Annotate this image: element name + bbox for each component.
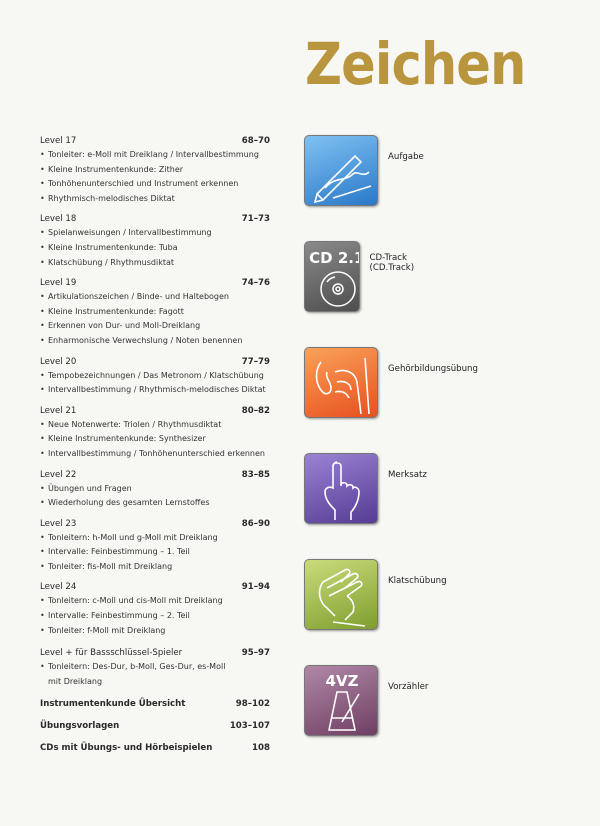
list-item: • Kleine Instrumentenkunde: Synthesizer <box>40 432 270 447</box>
metronome-icon <box>304 665 378 736</box>
toc-level-18 <box>40 212 270 270</box>
list-item: • Erkennen von Dur- und Moll-Dreiklang <box>40 319 270 334</box>
list-item: • Tonleiter: e-Moll mit Dreiklang / Intervallbestimmung <box>40 148 270 163</box>
legend-label: Aufgabe <box>388 151 424 162</box>
list-item: • Klatschübung / Rhythmusdiktat <box>40 256 270 271</box>
list-item: • Intervalle: Feinbestimmung – 2. Teil <box>40 609 270 624</box>
legend-row-ear <box>304 347 478 418</box>
page-range: 71–73 <box>241 214 270 225</box>
legend-row-task <box>304 135 424 206</box>
list-item-continuation: mit Dreiklang <box>48 676 103 686</box>
list-item: • Rhythmisch-melodisches Diktat <box>40 192 270 207</box>
page-range: 95–97 <box>241 648 270 659</box>
toc-level-24 <box>40 580 270 638</box>
list-item: • Artikulationszeichen / Binde- und Haltebogen <box>40 290 270 305</box>
legend-label: Vorzähler <box>388 681 429 692</box>
section-name: CDs mit Übungs- und Hörbeispielen <box>40 743 213 754</box>
level-name: Level 21 <box>40 405 77 416</box>
level-name: Level 17 <box>40 136 77 146</box>
list-item: • Spielanweisungen / Intervallbestimmung <box>40 226 270 241</box>
toc-extra-instruments <box>40 697 270 711</box>
list-item: • Intervallbestimmung / Rhythmisch-melodisches Diktat <box>40 383 270 398</box>
clapping-hands-icon <box>304 559 378 630</box>
level-name: Level 22 <box>40 469 77 480</box>
level-name: Level 19 <box>40 278 77 289</box>
cd-icon <box>304 241 375 312</box>
page-range: 77–79 <box>241 356 270 367</box>
legend-row-note <box>304 453 427 524</box>
table-of-contents <box>40 134 270 755</box>
toc-level-17 <box>40 134 270 206</box>
page-range: 91–94 <box>241 582 270 593</box>
section-name: Übungsvorlagen <box>40 721 120 732</box>
ear-hand-icon <box>304 347 378 418</box>
section-name: Instrumentenkunde Übersicht <box>40 699 186 710</box>
toc-extra-templates <box>40 719 270 733</box>
list-item: • Tempobezeichnungen / Das Metronom / Klatschübung <box>40 369 270 384</box>
page-range: 86–90 <box>241 518 270 529</box>
list-item: • Kleine Instrumentenkunde: Zither <box>40 163 270 178</box>
legend-row-countin <box>304 665 428 736</box>
list-item: • Wiederholung des gesamten Lernstoffes <box>40 496 270 511</box>
page-range: 108 <box>252 743 270 754</box>
page-range: 103–107 <box>229 721 270 732</box>
list-item: • Kleine Instrumentenkunde: Tuba <box>40 241 270 256</box>
toc-level-bass <box>40 646 270 689</box>
cd-track-number: CD 2.18 <box>309 249 375 267</box>
level-name: Level 23 <box>40 518 77 529</box>
toc-level-21 <box>40 404 270 462</box>
page-range: 80–82 <box>241 405 270 416</box>
list-item: • Tonleitern: c-Moll und cis-Moll mit Dreiklang <box>40 594 270 609</box>
pointing-hand-icon <box>304 453 378 524</box>
toc-level-23 <box>40 517 270 575</box>
list-item: • Intervallbestimmung / Tonhöhenunterschied erkennen <box>40 447 270 462</box>
level-name: Level 20 <box>40 356 77 367</box>
toc-level-19 <box>40 276 270 348</box>
list-item: • Kleine Instrumentenkunde: Fagott <box>40 305 270 320</box>
level-name: Level 24 <box>40 582 77 593</box>
list-item: • Tonleiter: fis-Moll mit Dreiklang <box>40 560 270 575</box>
page-title: Zeichen <box>305 30 526 98</box>
page-range: 98–102 <box>235 699 270 710</box>
legend-row-clap <box>304 559 447 630</box>
list-item: • Enharmonische Verwechslung / Noten benennen <box>40 334 270 349</box>
list-item: • Tonleitern: h-Moll und g-Moll mit Dreiklang <box>40 531 270 546</box>
legend-label: Klatschübung <box>388 575 447 586</box>
level-name: Level 18 <box>40 214 77 225</box>
legend-label: CD-Track (CD.Track) <box>369 252 415 273</box>
page-range: 74–76 <box>241 278 270 289</box>
page-range: 68–70 <box>241 136 270 146</box>
legend-label: Gehörbildungsübung <box>388 363 478 374</box>
list-item: • Tonleiter: f-Moll mit Dreiklang <box>40 624 270 639</box>
toc-extra-cds <box>40 741 270 755</box>
legend-row-cd <box>304 241 433 312</box>
pen-writing-icon <box>304 135 378 206</box>
list-item: • Übungen und Fragen <box>40 482 270 497</box>
list-item: • Intervalle: Feinbestimmung – 1. Teil <box>40 545 270 560</box>
list-item: • Tonleitern: Des-Dur, b-Moll, Ges-Dur, es-Moll <box>40 660 270 675</box>
toc-level-22 <box>40 468 270 511</box>
list-item: • Neue Notenwerte: Triolen / Rhythmusdiktat <box>40 418 270 433</box>
count-in-label: 4VZ <box>325 672 359 690</box>
level-name: Level + für Bassschlüssel-Spieler <box>40 648 183 659</box>
page-range: 83–85 <box>241 469 270 480</box>
list-item: • Tonhöhenunterschied und Instrument erkennen <box>40 177 270 192</box>
legend-label: Merksatz <box>388 469 427 480</box>
toc-level-20 <box>40 355 270 398</box>
